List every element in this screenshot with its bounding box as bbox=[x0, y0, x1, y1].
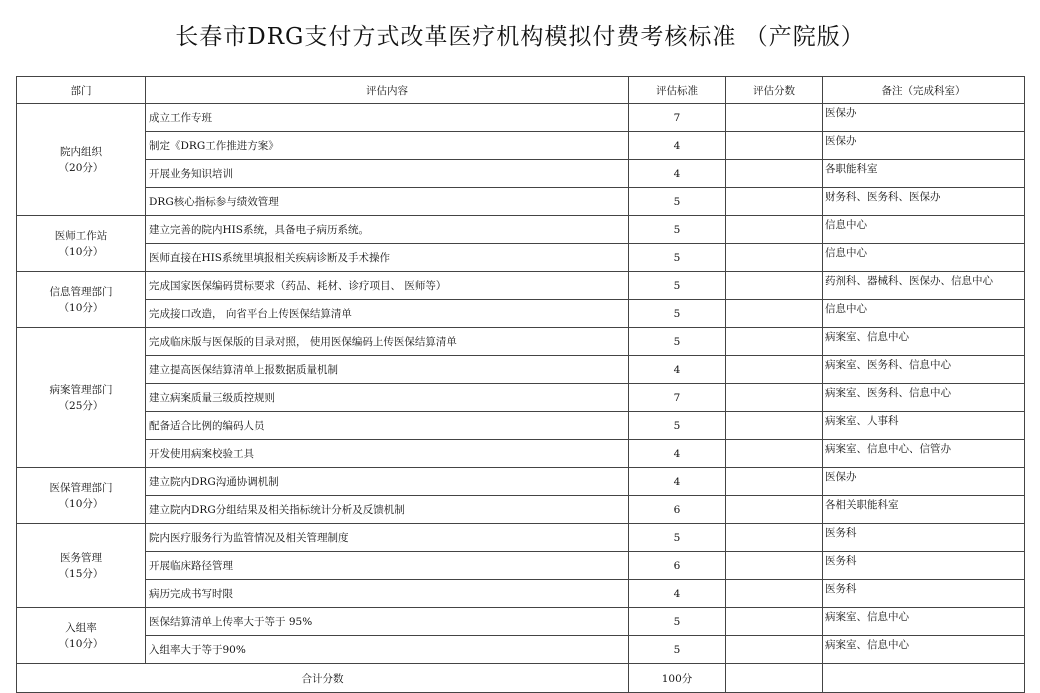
table-row bbox=[17, 440, 1025, 468]
standard-cell: 5 bbox=[629, 300, 726, 328]
dept-name: 院内组织 bbox=[60, 145, 102, 158]
note-cell: 医务科 bbox=[823, 580, 1025, 608]
content-cell: 开展临床路径管理 bbox=[146, 552, 629, 580]
content-cell: 建立提高医保结算清单上报数据质量机制 bbox=[146, 356, 629, 384]
content-cell: 医保结算清单上传率大于等于 95% bbox=[146, 608, 629, 636]
standard-cell: 6 bbox=[629, 552, 726, 580]
table-row bbox=[17, 300, 1025, 328]
score-cell bbox=[726, 608, 823, 636]
dept-cell bbox=[17, 524, 146, 608]
score-cell bbox=[726, 272, 823, 300]
table-row bbox=[17, 524, 1025, 552]
dept-cell bbox=[17, 328, 146, 468]
note-cell: 病案室、信息中心 bbox=[823, 608, 1025, 636]
score-cell bbox=[726, 524, 823, 552]
content-cell: 开发使用病案校验工具 bbox=[146, 440, 629, 468]
note-cell: 信息中心 bbox=[823, 244, 1025, 272]
content-cell: 成立工作专班 bbox=[146, 104, 629, 132]
dept-points: （10分） bbox=[58, 637, 104, 650]
score-cell bbox=[726, 160, 823, 188]
table-row bbox=[17, 608, 1025, 636]
dept-cell bbox=[17, 104, 146, 216]
score-cell bbox=[726, 412, 823, 440]
table-row bbox=[17, 384, 1025, 412]
content-cell: 入组率大于等于90% bbox=[146, 636, 629, 664]
total-value: 100分 bbox=[629, 664, 726, 693]
note-cell: 财务科、医务科、医保办 bbox=[823, 188, 1025, 216]
note-cell: 信息中心 bbox=[823, 216, 1025, 244]
table-row bbox=[17, 496, 1025, 524]
note-cell: 信息中心 bbox=[823, 300, 1025, 328]
header-dept: 部门 bbox=[17, 77, 146, 104]
content-cell: 院内医疗服务行为监管情况及相关管理制度 bbox=[146, 524, 629, 552]
note-cell: 医保办 bbox=[823, 132, 1025, 160]
total-row bbox=[17, 664, 1025, 693]
dept-name: 医师工作站 bbox=[54, 229, 108, 242]
standard-cell: 6 bbox=[629, 496, 726, 524]
content-cell: 制定《DRG工作推进方案》 bbox=[146, 132, 629, 160]
content-cell: 开展业务知识培训 bbox=[146, 160, 629, 188]
content-cell: DRG核心指标参与绩效管理 bbox=[146, 188, 629, 216]
dept-name: 病案管理部门 bbox=[49, 383, 113, 396]
note-cell: 医务科 bbox=[823, 524, 1025, 552]
assessment-table bbox=[16, 76, 1025, 693]
note-cell: 病案室、信息中心 bbox=[823, 636, 1025, 664]
content-cell: 完成国家医保编码贯标要求（药品、耗材、诊疗项目、 医师等） bbox=[146, 272, 629, 300]
dept-name: 信息管理部门 bbox=[49, 285, 113, 298]
standard-cell: 5 bbox=[629, 328, 726, 356]
table-row bbox=[17, 160, 1025, 188]
total-score-cell bbox=[726, 664, 823, 693]
table-row bbox=[17, 328, 1025, 356]
table-row bbox=[17, 468, 1025, 496]
dept-points: （15分） bbox=[58, 567, 104, 580]
note-cell: 病案室、信息中心、信管办 bbox=[823, 440, 1025, 468]
dept-points: （10分） bbox=[58, 497, 104, 510]
standard-cell: 5 bbox=[629, 636, 726, 664]
standard-cell: 4 bbox=[629, 356, 726, 384]
score-cell bbox=[726, 132, 823, 160]
score-cell bbox=[726, 384, 823, 412]
note-cell: 病案室、医务科、信息中心 bbox=[823, 384, 1025, 412]
table-row bbox=[17, 132, 1025, 160]
content-cell: 建立完善的院内HIS系统，具备电子病历系统。 bbox=[146, 216, 629, 244]
total-label: 合计分数 bbox=[17, 664, 629, 693]
score-cell bbox=[726, 580, 823, 608]
content-cell: 建立院内DRG沟通协调机制 bbox=[146, 468, 629, 496]
standard-cell: 7 bbox=[629, 104, 726, 132]
dept-name: 医保管理部门 bbox=[49, 481, 113, 494]
score-cell bbox=[726, 300, 823, 328]
score-cell bbox=[726, 216, 823, 244]
score-cell bbox=[726, 496, 823, 524]
note-cell: 各相关职能科室 bbox=[823, 496, 1025, 524]
dept-points: （10分） bbox=[58, 301, 104, 314]
note-cell: 医保办 bbox=[823, 104, 1025, 132]
header-content: 评估内容 bbox=[146, 77, 629, 104]
note-cell: 病案室、信息中心 bbox=[823, 328, 1025, 356]
dept-points: （10分） bbox=[58, 245, 104, 258]
dept-points: （20分） bbox=[58, 161, 104, 174]
standard-cell: 5 bbox=[629, 188, 726, 216]
dept-cell bbox=[17, 272, 146, 328]
score-cell bbox=[726, 636, 823, 664]
header-row bbox=[17, 77, 1025, 104]
score-cell bbox=[726, 552, 823, 580]
table-row bbox=[17, 580, 1025, 608]
content-cell: 医师直接在HIS系统里填报相关疾病诊断及手术操作 bbox=[146, 244, 629, 272]
score-cell bbox=[726, 468, 823, 496]
standard-cell: 4 bbox=[629, 160, 726, 188]
note-cell: 医保办 bbox=[823, 468, 1025, 496]
note-cell: 各职能科室 bbox=[823, 160, 1025, 188]
dept-cell bbox=[17, 468, 146, 524]
standard-cell: 5 bbox=[629, 524, 726, 552]
note-cell: 药剂科、器械科、医保办、信息中心 bbox=[823, 272, 1025, 300]
standard-cell: 5 bbox=[629, 608, 726, 636]
standard-cell: 4 bbox=[629, 580, 726, 608]
standard-cell: 4 bbox=[629, 132, 726, 160]
table-row bbox=[17, 216, 1025, 244]
table-row bbox=[17, 244, 1025, 272]
table-row bbox=[17, 272, 1025, 300]
dept-name: 医务管理 bbox=[60, 551, 102, 564]
table-row bbox=[17, 356, 1025, 384]
note-cell: 病案室、人事科 bbox=[823, 412, 1025, 440]
header-note: 备注（完成科室） bbox=[823, 77, 1025, 104]
header-standard: 评估标准 bbox=[629, 77, 726, 104]
table-row bbox=[17, 636, 1025, 664]
table-row bbox=[17, 188, 1025, 216]
table-row bbox=[17, 412, 1025, 440]
table-body bbox=[17, 104, 1025, 693]
score-cell bbox=[726, 244, 823, 272]
score-cell bbox=[726, 188, 823, 216]
standard-cell: 4 bbox=[629, 468, 726, 496]
standard-cell: 5 bbox=[629, 272, 726, 300]
document-title: 长春市DRG支付方式改革医疗机构模拟付费考核标准 （产院版） bbox=[175, 24, 865, 50]
dept-points: （25分） bbox=[58, 399, 104, 412]
content-cell: 建立院内DRG分组结果及相关指标统计分析及反馈机制 bbox=[146, 496, 629, 524]
table-row bbox=[17, 552, 1025, 580]
score-cell bbox=[726, 440, 823, 468]
standard-cell: 5 bbox=[629, 244, 726, 272]
standard-cell: 5 bbox=[629, 412, 726, 440]
content-cell: 建立病案质量三级质控规则 bbox=[146, 384, 629, 412]
note-cell: 医务科 bbox=[823, 552, 1025, 580]
score-cell bbox=[726, 104, 823, 132]
score-cell bbox=[726, 328, 823, 356]
content-cell: 病历完成书写时限 bbox=[146, 580, 629, 608]
content-cell: 配备适合比例的编码人员 bbox=[146, 412, 629, 440]
note-cell: 病案室、医务科、信息中心 bbox=[823, 356, 1025, 384]
content-cell: 完成接口改造， 向省平台上传医保结算清单 bbox=[146, 300, 629, 328]
standard-cell: 7 bbox=[629, 384, 726, 412]
total-note-cell bbox=[823, 664, 1025, 693]
standard-cell: 4 bbox=[629, 440, 726, 468]
dept-name: 入组率 bbox=[65, 621, 97, 634]
dept-cell bbox=[17, 608, 146, 664]
table-row bbox=[17, 104, 1025, 132]
standard-cell: 5 bbox=[629, 216, 726, 244]
dept-cell bbox=[17, 216, 146, 272]
header-score: 评估分数 bbox=[726, 77, 823, 104]
content-cell: 完成临床版与医保版的目录对照， 使用医保编码上传医保结算清单 bbox=[146, 328, 629, 356]
score-cell bbox=[726, 356, 823, 384]
